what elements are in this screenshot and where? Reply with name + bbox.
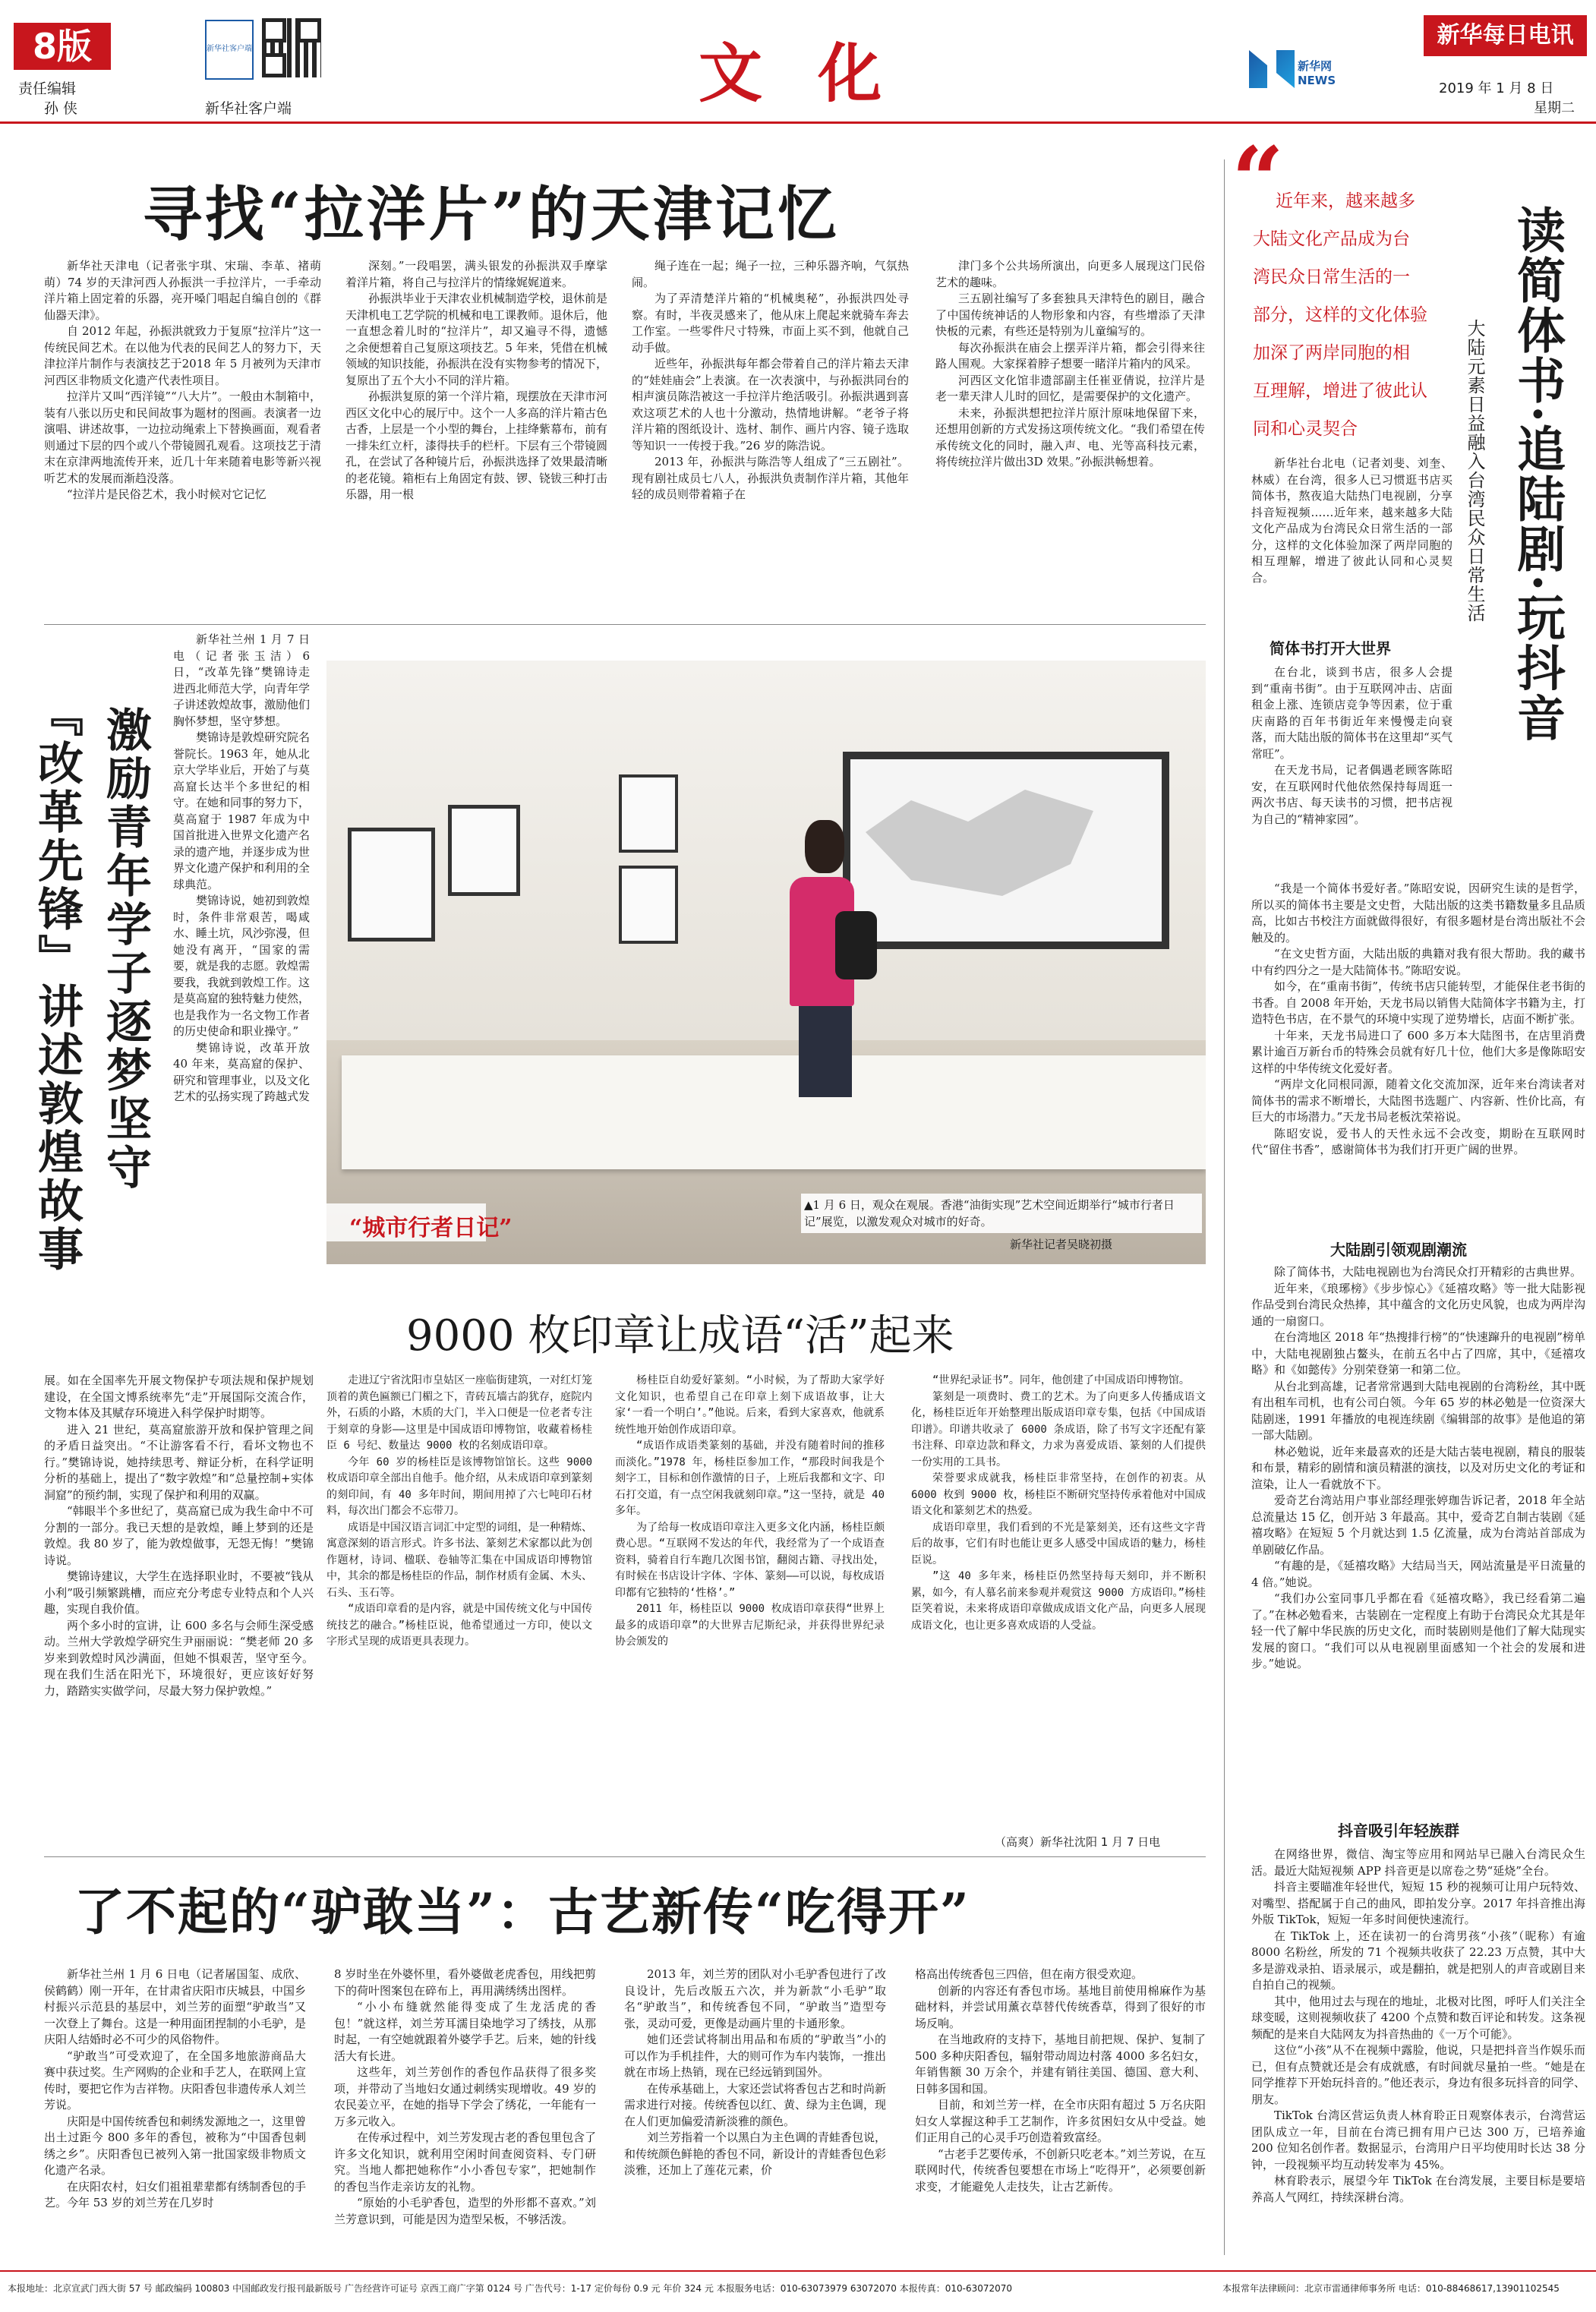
visitor-figure xyxy=(782,820,873,1093)
footer-rule xyxy=(0,2270,1596,2272)
client-label: 新华社客户端 xyxy=(205,100,292,117)
article-1-col-3: 绳子连在一起；绳子一拉，三种乐器齐响，气氛热闹。 为了弄清楚洋片箱的“机械奥秘”，孙振洪四处寻察。有时，半夜灵感来了，他从床上爬起来就骑车奔去工作室。一些零件尺寸特殊，市面上买不到，他就自己动手做。 近些年，孙振洪每年都会带着自己的洋片箱去天津的“娃娃庙会”上表演。在一次表演中，与孙振洪同台的相声演员陈浩被这一手拉洋片绝活吸引。孙振洪遇到喜欢这项艺术的人也十分激动，热情地讲解。“老爷子将洋片箱的图纸设计、选材、制作、画片内容、镜子选取等知识一一传授于我。”26 岁的陈浩说。 2013 年，孙振洪与陈浩等人组成了“三五剧社”。现有剧社成员七八人，孙振洪负责制作洋片箱，其他年轻的成员则带着箱子在 xyxy=(632,259,909,501)
sidebar-quote: 近年来，越来越多 大陆文化产品成为台 湾民众日常生活的一 部分，这样的文化体验 加深了两岸同胞的相 互理解，增进了彼此认 同和心灵契合 xyxy=(1253,191,1427,439)
article-3-title: 9000 枚印章让成语“活”起来 xyxy=(406,1311,954,1361)
sidebar-section-1a: 在台北，谈到书店，很多人会提到“重南书街”。由于互联网冲击、店面租金上涨、连锁店竞争等因素，位于重庆南路的百年书街近年来慢慢走向衰落，而大陆出版的简体书在这里却“买气常旺”。 在天龙书局，记者偶遇老顾客陈昭安，在互联网时代他依然保持每周逛一两次书店、每天读书的习惯，把书店视为自己的“精神家园”。 xyxy=(1251,665,1452,826)
wall-frame-1 xyxy=(348,828,435,942)
qr-code-icon xyxy=(262,18,321,77)
article-1-col-1: 新华社天津电（记者张宇琪、宋瑞、李革、褚萌萌）74 岁的天津河西人孙振洪一手拉洋片，一手牵动洋片箱上固定着的乐器，亮开嗓门唱起自编自创的《群仙器天津》。 自 2012 年起，孙振洪就致力于复原“拉洋片”这一传统民间艺术。在以他为代表的民间艺人的努力下，天津拉洋片制作与表演技艺于2018 年 5 月被列为天津市河西区非物质文化遗产代表性项目。 拉洋片又叫“西洋镜”“八大片”。一般由木制箱中，装有八张以历史和民间故事为题材的图画。表演者一边演唱、讲述故事，一边拉动绳索上下替换画面，观看者则通过下层的四个或八个带镜圆孔观看。这项技艺于清末在京津两地流传开来，近几十年来随着电影等新兴视听艺术的发展而渐趋没落。 “拉洋片是民俗艺术，我小时候对它记忆 xyxy=(44,259,321,501)
photo-tag: “城市行者日记” xyxy=(349,1215,513,1241)
wall-frame-large xyxy=(843,752,1169,949)
article-3-col-1: 走进辽宁省沈阳市皇姑区一座临街建筑，一对红灯笼顶着的黄色匾额已门楣之下，青砖瓦墙古韵犹存，庭院内外，石质的小路，木质的大门，半入口便是一位老者专注于刻章的身影——这里是中国成语印博物馆，收藏着杨桂臣 6 号纪、数量达 9000 枚的名刻成语印章。 今年 60 岁的杨桂臣是该博物馆馆长。这些 9000 枚成语印章全部出自他手。他介绍，从未成语印章到篆刻的刻印间，有 40 多年时间，期间用掉了六七吨印石材料，每次出门都会不忘带刀。 成语是中国汉语言词汇中定型的词组，是一种精炼、寓意深刻的语言形式。许多书法、篆刻艺术家都以此为创作题材，诗词、楹联、卷轴等汇集在中国成语印博物馆中，其余的都是杨桂臣的作品，制作材质有金属、木头、石头、玉石等。 “成语印章看的是内容，就是中国传统文化与中国传统技艺的融合。”杨桂臣说，他希望通过一方印，使以文字形式呈现的成语更具表现力。 xyxy=(326,1374,592,1648)
masthead xyxy=(0,0,1596,125)
article-4-top-rule xyxy=(44,1856,1206,1857)
article-1-bottom-rule xyxy=(44,624,1206,625)
wall-frame-2 xyxy=(448,805,520,896)
article-3-col-2: 杨桂臣自幼爱好篆刻。“小时候，为了帮助大家学好文化知识，也希望自己在印章上刻下成语故事，让大家‘一看一个明白’。”他说。后来，看到大家喜欢，他就系统性地开始创作成语印章。 “成语作成语类篆刻的基础，并没有随着时间的推移而淡化。”1978 年，杨桂臣参加工作，“那段时间我是个刻字工，目标和创作激情的日子，上班后我都和文字、印石打交道，有一点空闲我就刻印章。”这一坚持，就是 40 多年。 为了给每一枚成语印章注入更多文化内涵，杨桂臣颇费心思。“互联网不发达的年代，我经常为了一个成语查资料，骑着自行车跑几次图书馆，翻阅古籍、寻找出处，有时候在书店设计字体、字体、篆刻——可以说，每枚成语印都有它独特的‘性格’。” 2011 年，杨桂臣以 9000 枚成语印章获得“世界上最多的成语印章”的大世界吉尼斯纪录，并获得世界纪录协会颁发的 xyxy=(615,1374,885,1648)
article-4-col-1: 新华社兰州 1 月 6 日电（记者屠国玺、成欣、侯鹤鹤）刚一开年，在甘肃省庆阳市庆城县，中国乡村振兴示范县的基层中，刘兰芳的面塑“驴敢当”又一次登上了舞台。这是一种用面团捏制的小毛驴，是庆阳人结婚时必不可少的风俗物件。 “驴敢当”可受欢迎了，在全国多地旅游商品大赛中获过奖。生产网购的企业和手艺人，在联网上宣传时，要把它作为吉祥物。庆阳香包非遗传承人刘兰芳说。 庆阳是中国传统香包和刺绣发源地之一，这里曾出土过距今 800 多年的香包，被称为“中国香包刺绣之乡”。庆阳香包已被列入第一批国家级非物质文化遗产名录。 在庆阳农村，妇女们祖祖辈辈都有绣制香包的手艺。今年 53 岁的刘兰芳在几岁时 xyxy=(44,1967,306,2209)
article-3-col-3: “世界纪录证书”。同年，他创建了中国成语印博物馆。 篆刻是一项费时、费工的艺术。为了向更多人传播成语文化，杨桂臣近年开始整理出版成语印章专集，包括《中国成语印谱》。印谱共收录了 6000 条成语，除了书写文字还配有篆书注释、印章边款和释文，力求为喜爱成语、篆刻的人们提供一份实用的工具书。 荣誉要求成就我，杨桂臣非常坚持，在创作的初衷。从 6000 枚到 9000 枚，杨桂臣不断研究坚持传承着他对中国成语文化和篆刻艺术的热爱。 成语印章里，我们看到的不光是篆刻美，还有这些文字背后的故事，它们有时也能让更多人感受中国成语的魅力，杨桂臣说。 ”这 40 多年来，杨桂臣仍然坚持每天刻印，并不断积累，如今，有人慕名前来参观并观赏这 9000 方成语印。”杨桂臣笑着说，未来将成语印章做成成语文化产品，向更多人展现成语文化，也让更多喜欢成语的人受益。 xyxy=(911,1374,1206,1632)
sidebar-heading-1: 简体书打开大世界 xyxy=(1270,639,1391,658)
article-2-headline-a: 激励青年学子逐梦坚守 xyxy=(99,706,152,1192)
issue-date: 2019 年 1 月 8 日 xyxy=(1439,80,1554,96)
quote-mark-icon: “ xyxy=(1232,127,1285,234)
photo-credit: 新华社记者吴晓初摄 xyxy=(1010,1238,1113,1251)
exhibition-photo xyxy=(326,661,1206,1264)
article-1-title: 寻找“拉洋片”的天津记忆 xyxy=(143,180,840,249)
wall-frame-4 xyxy=(619,866,678,944)
editor-label: 责任编辑 xyxy=(18,80,77,97)
client-logo-text: 新华社客户端 xyxy=(207,45,252,53)
sidebar-intro: 新华社台北电（记者刘斐、刘奎、林威）在台湾，很多人已习惯逛书店买简体书，熬夜追大陆热门电视剧，分享抖音短视频……近年来，越来越多大陆文化产品成为台湾民众日常生活的一部分，这样的文化体验加深了两岸同胞的相互理解，增进了彼此认同和心灵契合。 xyxy=(1251,456,1452,585)
article-4-col-3: 2013 年，刘兰芳的团队对小毛驴香包进行了改良设计，先后改版五六次，并为新款“小毛驴”取名“驴敢当”，和传统香包不同，“驴敢当”造型夸张，灵动可爱，更像是动画片里的卡通形象。 她们还尝试将制出用品和布质的“驴敢当”小的可以作为手机挂件，大的则可作为车内装饰，一推出就在市场上热销，现在已经远销到国外。 在传承基础上，大家还尝试将香包古艺和时尚新需求进行对接。传统香包以红、黄、绿为主色调，现在人们更加偏爱清新淡雅的颜色。 刘兰芳指着一个以黑白为主色调的青蛙香包说，和传统颜色鲜艳的香包不同，新设计的青蛙香包色彩淡雅，还加上了莲花元素，价 xyxy=(624,1967,886,2177)
article-2-wide-col: 展。如在全国率先开展文物保护专项法规和保护规划建设，在全国文博系统率先“走”开展国际交流合作，文物本体及其赋存环境进入科学保护时期等。 进入 21 世纪，莫高窟旅游开放和保护管理之间的矛盾日益突出。“不让游客看不行，看坏文物也不行。”樊锦诗说，她持续思考、辩证分析，在科学证明分析的基础上，提出了“数字敦煌”和“总量控制+实体洞窟”的预约制，实现了保护和利用的双赢。 “韩眼半个多世纪了，莫高窟已成为我生命中不可分割的一部分。我已天想的是敦煌，睡上梦到的还是敦煌。我 80 岁了，能为敦煌做事，无怨无悔！”樊锦诗说。 樊锦诗建议，大学生在选择职业时，不要被“钱从小利”吸引频繁跳槽，而应充分考虑专业特点和个人兴趣，实现自我价值。 两个多小时的宣讲，让 600 多名与会师生深受感动。兰州大学敦煌学研究生尹丽丽说：“樊老师 20 多岁来到敦煌时风沙满面，但她不惧艰苦，坚守至今。现在我们生活在阳光下，环境很好，更应该好好努力，踏踏实实做学问，尽最大努力保护敦煌。” xyxy=(44,1374,314,1698)
photo-caption: ▲1 月 6 日，观众在观展。香港“油街实现”艺术空间近期举行“城市行者日记”展览，以激发观众对城市的好奇。 xyxy=(801,1194,1202,1233)
sidebar-section-2: 除了简体书，大陆电视剧也为台湾民众打开精彩的古典世界。 近年来，《琅琊榜》《步步惊心》《延禧攻略》等一批大陆影视作品受到台湾民众热捧，其中蕴含的文化历史风貌，也成为两岸沟通的一扇窗口。 在台湾地区 2018 年“热搜排行榜”的“快速蹿升的电视剧”榜单中，大陆电视剧独占鳌头，在前五名中占了四席，其中，《延禧攻略》和《如懿传》分别荣登第一和第二位。 从台北到高雄，记者常常遇到大陆电视剧的台湾粉丝，其中既有出租车司机，也有公司白领。今年 65 岁的林必勉是一位资深大陆剧迷，1991 年播放的电视连续剧《编辑部的故事》是他追的第一部大陆剧。 林必勉说，近年来最喜欢的还是大陆古装电视剧，精良的服装和布景，精彩的剧情和演员精湛的演技，以及对历史文化的考证和渲染，让人一看就放不下。 爱奇艺台湾站用户事业部经理张婷珈告诉记者，2018 年全站总流量达 15 亿，创开站 3 年最高。其中，爱奇艺自制古装剧《延禧攻略》在短短 5 个月就达到 1.5 亿流量，成为台湾站首部成为单剧破亿作品。 “有趣的是，《延禧攻略》大结局当天，网站流量是平日流量的 4 倍。”她说。 “我们办公室同事几乎都在看《延禧攻略》，我已经看第二遍了。”在林必勉看来，古装剧在一定程度上有助于台湾民众尤其是年轻一代了解中华民族的历史文化，而时装剧则是他们了解大陆现实发展的窗口。“我们可以从电视剧里面感知一个社会的发展和进步。”她说。 xyxy=(1251,1265,1585,1670)
article-3-byline: （高爽）新华社沈阳 1 月 7 日电 xyxy=(995,1835,1161,1849)
sidebar-subtitle: 大陆元素日益融入台湾民众日常生活 xyxy=(1464,319,1485,623)
sidebar-heading-3: 抖音吸引年轻族群 xyxy=(1338,1822,1459,1840)
display-table xyxy=(342,1055,1206,1169)
article-2-headline-b: 『改革先锋』讲述敦煌故事 xyxy=(30,691,84,1274)
editor-name: 孙 侠 xyxy=(44,100,78,117)
issue-weekday: 星期二 xyxy=(1534,100,1575,116)
article-4-col-4: 格高出传统香包三四倍，但在南方很受欢迎。 创新的内容还有香包市场。基地目前使用棉麻作为基础材料，并尝试用薰衣草替代传统香草，得到了很好的市场反响。 在当地政府的支持下，基地目前把规、保护、复制了 500 多种庆阳香包，辐射带动周边村落 4000 多名妇女，年销售额 30 万余个，并建有销往美国、德国、意大利、日韩多国和国。 目前，和刘兰芳一样，在全市庆阳有超过 5 万名庆阳妇女人掌握这种手工艺制作，许多贫困妇女从中受益。她们正用自己的心灵手巧创造着致富经。 “古老手艺要传承，不创新只吃老本。”刘兰芳说，在互联网时代，传统香包要想在市场上“吃得开”，必须要创新求变，才能避免人走技失，让古艺新传。 xyxy=(915,1967,1206,2194)
article-2-narrow-col: 新华社兰州 1 月 7 日电（记者张玉洁）6 日，“改革先锋”樊锦诗走进西北师范大学，向青年学子讲述敦煌故事，激励他们胸怀梦想，坚守梦想。 樊锦诗是敦煌研究院名誉院长。1963 年，她从北京大学毕业后，开始了与莫高窟长达半个多世纪的相守。在她和同事的努力下，莫高窟于 1987 年成为中国首批进入世界文化遗产名录的遗产地，并逐步成为世界文化遗产保护和利用的全球典范。 樊锦诗说，她初到敦煌时，条件非常艰苦，喝咸水、睡土坑，风沙弥漫，但她没有离开，“国家的需要，就是我的志愿。敦煌需要我，我就到敦煌工作。这是莫高窟的独特魅力使然，也是我作为一名文物工作者的历史使命和职业操守。” 樊锦诗说，改革开放 40 年来，莫高窟的保护、研究和管理事业，以及文化艺术的弘扬实现了跨越式发 xyxy=(173,632,310,1103)
sidebar-title: 读简体书·追陆剧·玩抖音 xyxy=(1509,205,1566,743)
xinhuanet-logo-text: 新华网 NEWS xyxy=(1298,59,1336,87)
sidebar-divider xyxy=(1224,159,1225,2255)
footer-right: 本报常年法律顾问：北京市雷通律师事务所 电话：010-88468617,13901102545 xyxy=(1222,2283,1560,2294)
page-number-badge: 8版 xyxy=(14,23,111,70)
section-title: 文 化 xyxy=(699,36,899,111)
sidebar-section-3: 在网络世界，微信、淘宝等应用和网站早已融入台湾民众生活。最近大陆短视频 APP 抖音更是以席卷之势“延烧”全台。 抖音主要瞄准年轻世代，短短 15 秒的视频可让用户玩特效、对嘴型、搭配属于自己的曲风，即拍发分享。2017 年抖音推出海外版 TikTok，短短一年多时间便快速流行。 在 TikTok 上，还在读初一的台湾男孩“小孩”（昵称）有逾 8000 名粉丝，所发的 71 个视频共收获了 22.23 万点赞，其中大多是游戏录拍、语录展示，或是翻拍，就是把别人的声音或剧目来自拍自己的视频。 其中，他用过去与现在的地址，北极对比图，呼吁人们关注全球变暖，这则视频收获了 4200 个点赞和数百评论和转发。这条视频配的是来自大陆网友为抖音热曲的《一万个可能》。 这位“小孩”从不在视频中露脸，他说，只是把抖音当作娱乐而已，但有点赞就还是会有成就感，有时间就尽量拍一些。“她是在同学推荐下开始玩抖音的。”他还表示，身边有很多玩抖音的同学、朋友。 TikTok 台湾区营运负责人林育聆正日观察体表示，台湾营运团队成立一年，目前在台湾已拥有用户已达 300 万，已培养逾 200 位知名创作者。数据显示，台湾用户日平均使用时长达 38 分钟，一段视频平均互动转发率为 45%。 林育聆表示，展望今年 TikTok 在台湾发展，主要目标是要培养高人气网红，持续深耕台湾。 xyxy=(1251,1847,1585,2204)
sidebar-section-1b: “我是一个简体书爱好者。”陈昭安说，因研究生读的是哲学，所以买的简体书主要是文史哲，大陆出版的这类书籍数量多且品质高，比如古书校注方面就做得很好，有很多题材是台湾出版社不会触及的。 “在文史哲方面，大陆出版的典籍对我有很大帮助。我的藏书中有约四分之一是大陆简体书。”陈昭安说。 如今，在“重南书街”，传统书店只能转型，才能保住老书街的书香。自 2008 年开始，天龙书局以销售大陆简体字书籍为主，打造特色书店，在不景气的环境中实现了逆势增长，店面不断扩张。 十年来，天龙书局进口了 600 多万本大陆图书，在店里消费累计逾百万新台币的特殊会员就有好几十位，他们大多是像陈昭安这样的中华传统文化爱好者。 “两岸文化同根同源，随着文化交流加深，近年来台湾读者对简体书的需求不断增长，大陆图书选题广、内容新、性价比高，有巨大的市场潜力。”天龙书局老板沈荣裕说。 陈昭安说，爱书人的天性永远不会改变，期盼在互联网时代“留住书香”，感谢简体书为我们打开更广阔的世界。 xyxy=(1251,882,1585,1156)
sidebar-heading-2: 大陆剧引领观剧潮流 xyxy=(1330,1241,1467,1259)
article-1-col-2: 深刻。”一段唱罢，满头银发的孙振洪双手摩挲着洋片箱，将自己与拉洋片的情缘娓娓道来。 孙振洪毕业于天津农业机械制造学校，退休前是天津机电工艺学院的机械和电工课教师。退休后，他一直想念着儿时的“拉洋片”，却又遍寻不得，遗憾之余便想着自己复原这项技艺。5 年来，凭借在机械领域的知识技能，孙振洪在没有实物参考的情况下，复原出了五个大小不同的洋片箱。 孙振洪复原的第一个洋片箱，现摆放在天津市河西区文化中心的展厅中。这个一人多高的洋片箱古色古香，上层是一个小型的舞台，上挂绛紫幕布，前有一排朱红立杆，漆得扶手的栏杆。下层有三个带镜圆孔，在尝试了各种镜片后，孙振洪选择了效果最清晰的老花镜。箱柜右上角固定有鼓、锣、铙钹三种打击乐器，用一根 xyxy=(345,259,607,501)
wall-frame-3 xyxy=(619,774,678,853)
xinhuanet-logo xyxy=(1249,47,1346,93)
masthead-rule xyxy=(0,121,1596,124)
footer-left: 本报地址：北京宣武门西大街 57 号 邮政编码 100803 中国邮政发行报刊最新版号 广告经营许可证号 京西工商广字第 0124 号 广告代号：1-17 定价每份 0.9 元 年价 324 元 本报服务电话：010-63073979 63072070 本报传真：010-63072070 xyxy=(8,2283,1013,2294)
paper-name-badge: 新华每日电讯 xyxy=(1424,15,1587,56)
xinhua-client-logo xyxy=(205,20,254,80)
article-4-col-2: 8 岁时坐在外婆怀里，看外婆做老虎香包，用线把剪下的荷叶图案包在碎布上，再用满绣绣出图样。 “小小布缝就然能得变成了生龙活虎的香包！”就这样，刘兰芳耳濡目染地学习了绣技，从那时起，一有空她就跟着外婆学手艺。后来，她的针线活大有长进。 这些年，刘兰芳创作的香包作品获得了很多奖项，并带动了当地妇女通过刺绣实现增收。49 岁的农民姜立平，在她的指导下学会了绣花，一年能有一万多元收入。 在传承过程中，刘兰芳发现古老的香包里包含了许多文化知识，就利用空闲时间查阅资料、专门研究。当地人都把她称作“小小香包专家”，把她制作的香包当作走亲访友的礼物。 “原始的小毛驴香包，造型的外形都不喜欢。”刘兰芳意识到，可能是因为造型呆板，不够活泼。 xyxy=(334,1967,596,2226)
article-1-col-4: 津门多个公共场所演出，向更多人展现这门民俗艺术的趣味。 三五剧社编写了多套独具天津特色的剧目，融合了中国传统神话的人物形象和内容，有些增添了天津快板的元素，有些还是特别为儿童编写的。 每次孙振洪在庙会上摆弄洋片箱，都会引得来往路人围观。大家探着脖子想要一睹洋片箱内的风采。 河西区文化馆非遗部副主任崔亚倩说，拉洋片是老一辈天津人儿时的回忆，是需要保护的文化遗产。 未来，孙振洪想把拉洋片原汁原味地保留下来，还想用创新的方式发扬这项传统文化。“我们希望在传承传统文化的同时，融入声、电、光等高科技元素，将传统拉洋片做出3D 效果。”孙振洪畅想着。 xyxy=(935,259,1205,468)
article-4-title: 了不起的“驴敢当”：古艺新传“吃得开” xyxy=(74,1882,970,1941)
